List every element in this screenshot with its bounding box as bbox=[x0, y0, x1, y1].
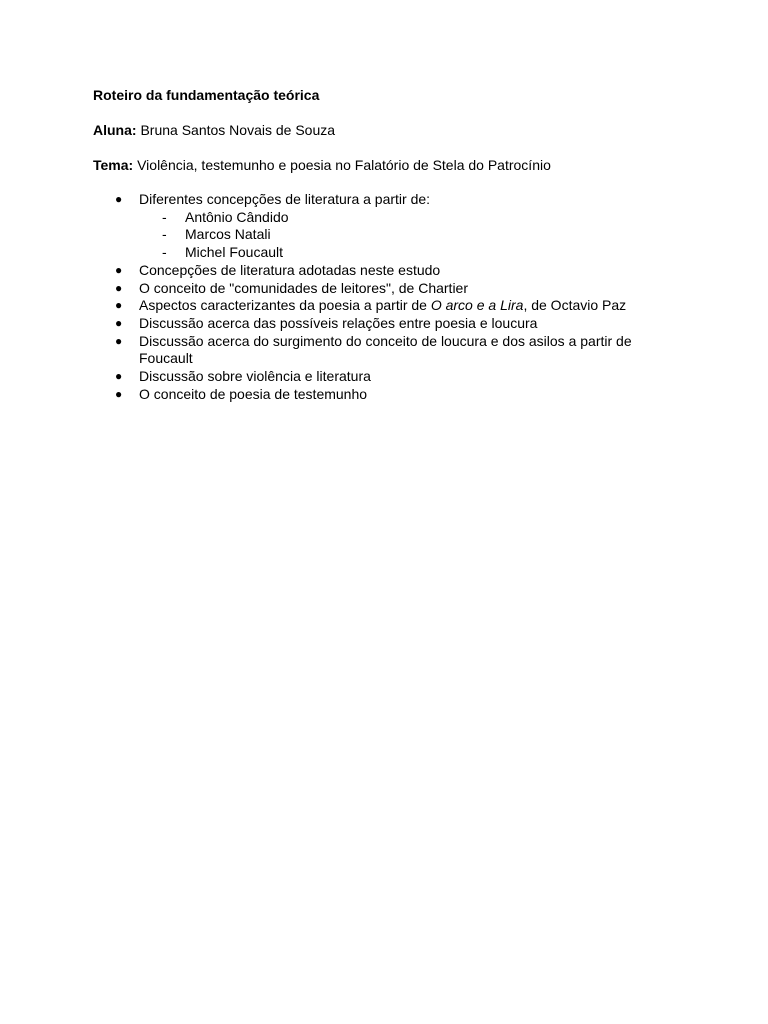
sub-list-item bbox=[139, 226, 693, 244]
topic-list bbox=[93, 191, 693, 403]
aluna-value: Bruna Santos Novais de Souza bbox=[140, 122, 336, 138]
dash-icon: - bbox=[162, 244, 167, 261]
dash-icon: - bbox=[162, 226, 167, 243]
sub-list-item bbox=[139, 209, 693, 227]
sub-list-item bbox=[139, 244, 693, 262]
bullet-icon: ● bbox=[115, 315, 123, 330]
list-item-text: Discussão acerca do surgimento do conceito de loucura e dos asilos a partir de Foucault bbox=[139, 332, 632, 367]
list-item-text-part: Aspectos caracterizantes da poesia a partir de bbox=[139, 297, 431, 314]
bullet-icon: ● bbox=[115, 298, 123, 313]
bullet-icon: ● bbox=[115, 333, 123, 348]
list-item-text: O conceito de "comunidades de leitores", de Chartier bbox=[139, 279, 469, 296]
dash-icon: - bbox=[162, 208, 167, 225]
tema-label: Tema: bbox=[93, 157, 134, 173]
list-item bbox=[93, 333, 693, 368]
bullet-icon: ● bbox=[115, 262, 123, 277]
bullet-icon: ● bbox=[115, 386, 123, 401]
list-item bbox=[93, 315, 693, 333]
bullet-icon: ● bbox=[115, 192, 123, 206]
list-item-text: Discussão sobre violência e literatura bbox=[139, 368, 371, 385]
spacer bbox=[93, 174, 693, 191]
list-item bbox=[93, 297, 693, 315]
list-item-text: Diferentes concepções de literatura a partir de: bbox=[139, 191, 431, 207]
list-item-text: Discussão acerca das possíveis relações entre poesia e loucura bbox=[139, 314, 538, 331]
spacer bbox=[93, 104, 693, 121]
tema-value: Violência, testemunho e poesia no Falatório de Stela do Patrocínio bbox=[137, 157, 551, 173]
list-item bbox=[93, 386, 693, 404]
list-item bbox=[93, 262, 693, 280]
book-title: O arco e a Lira bbox=[430, 297, 524, 314]
aluna-label: Aluna: bbox=[93, 122, 137, 138]
aluna-field bbox=[93, 121, 693, 139]
list-item-text bbox=[139, 297, 626, 313]
sub-list-item-text: Michel Foucault bbox=[185, 244, 284, 261]
list-item bbox=[93, 191, 693, 262]
list-item-text-part: , de Octavio Paz bbox=[523, 297, 627, 314]
tema-field bbox=[93, 156, 693, 174]
bullet-icon: ● bbox=[115, 280, 123, 295]
list-item bbox=[93, 368, 693, 386]
spacer bbox=[93, 139, 693, 156]
sub-list bbox=[139, 209, 693, 262]
document-content bbox=[93, 86, 693, 403]
list-item-text: Concepções de literatura adotadas neste estudo bbox=[139, 261, 441, 278]
list-item-text: O conceito de poesia de testemunho bbox=[139, 385, 368, 402]
document-title: Roteiro da fundamentação teórica bbox=[93, 87, 320, 103]
list-item bbox=[93, 280, 693, 298]
sub-list-item-text: Marcos Natali bbox=[185, 226, 271, 243]
sub-list-item-text: Antônio Cândido bbox=[185, 208, 289, 225]
bullet-icon: ● bbox=[115, 369, 123, 384]
